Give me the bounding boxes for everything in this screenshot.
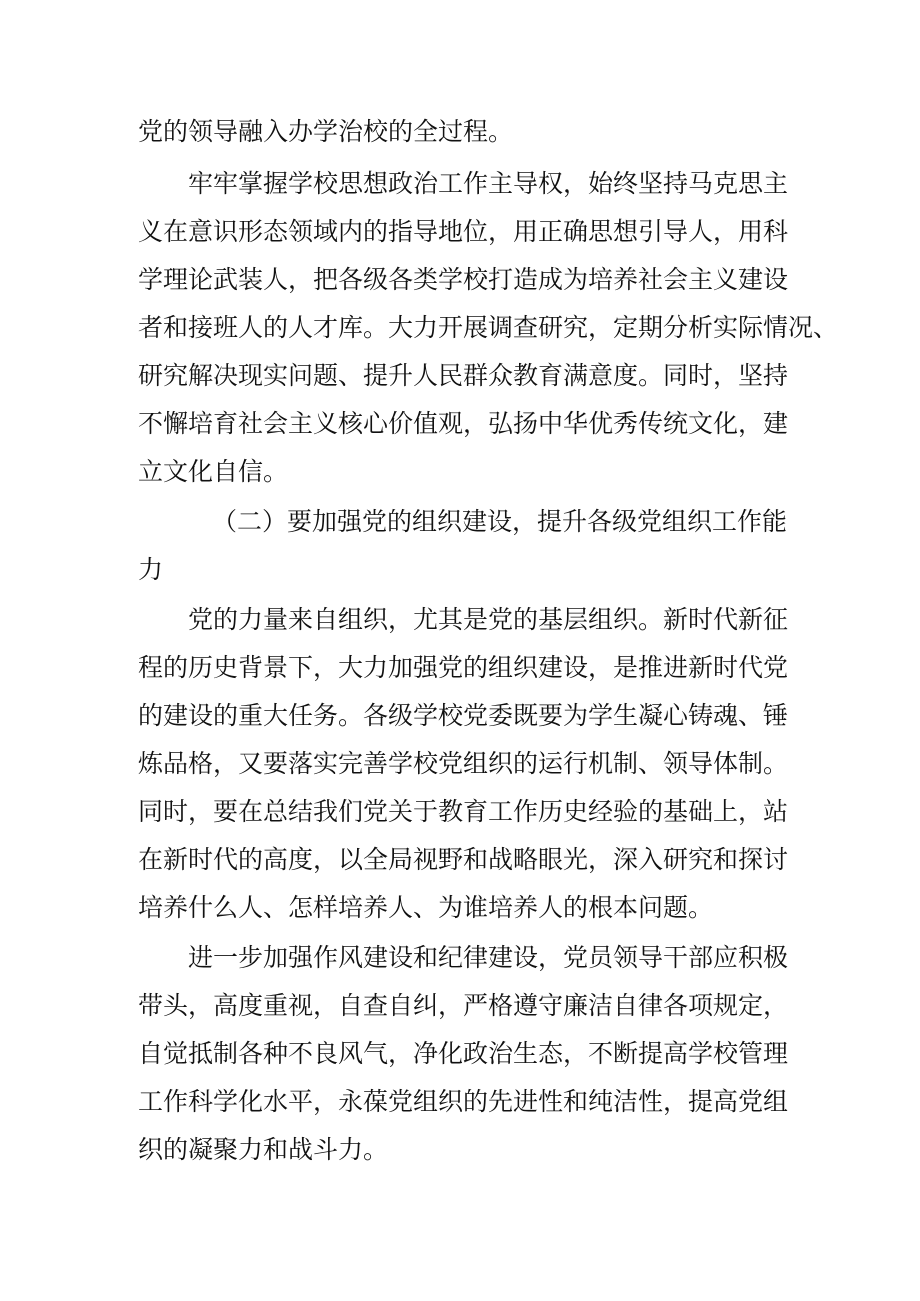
paragraph-line: 工作科学化水平，永葆党组织的先进性和纯洁性，提高党组 (138, 1087, 789, 1116)
paragraph-line: 者和接班人的人才库。大力开展调查研究，定期分析实际情况、 (138, 313, 839, 342)
paragraph-line: 程的历史背景下，大力加强党的组织建设，是推进新时代党 (138, 653, 789, 682)
paragraph-line: 党的领导融入办学治校的全过程。 (138, 117, 514, 146)
paragraph-line: 研究解决现实问题、提升人民群众教育满意度。同时，坚持 (138, 361, 789, 390)
section-heading-line: 力 (138, 555, 164, 584)
paragraph-line: 同时，要在总结我们党关于教育工作历史经验的基础上，站 (138, 797, 789, 826)
paragraph-line: 党的力量来自组织，尤其是党的基层组织。新时代新征 (188, 605, 789, 634)
paragraph-line: 义在意识形态领域内的指导地位，用正确思想引导人，用科 (138, 217, 789, 246)
section-heading-line: （二）要加强党的组织建设，提升各级党组织工作能 (212, 507, 788, 536)
paragraph-line: 织的凝聚力和战斗力。 (138, 1135, 389, 1164)
paragraph-line: 不懈培育社会主义核心价值观，弘扬中华优秀传统文化，建 (138, 409, 789, 438)
paragraph-line: 炼品格，又要落实完善学校党组织的运行机制、领导体制。 (138, 749, 789, 778)
paragraph-line: 在新时代的高度，以全局视野和战略眼光，深入研究和探讨 (138, 845, 789, 874)
paragraph-line: 带头，高度重视，自查自纠，严格遵守廉洁自律各项规定， (138, 991, 789, 1020)
paragraph-line: 牢牢掌握学校思想政治工作主导权，始终坚持马克思主 (188, 169, 789, 198)
paragraph-line: 培养什么人、怎样培养人、为谁培养人的根本问题。 (138, 893, 714, 922)
paragraph-line: 自觉抵制各种不良风气，净化政治生态，不断提高学校管理 (138, 1039, 789, 1068)
paragraph-line: 的建设的重大任务。各级学校党委既要为学生凝心铸魂、锤 (138, 701, 789, 730)
paragraph-line: 学理论武装人，把各级各类学校打造成为培养社会主义建设 (138, 265, 789, 294)
paragraph-line: 进一步加强作风建设和纪律建设，党员领导干部应积极 (188, 943, 789, 972)
paragraph-line: 立文化自信。 (138, 457, 289, 486)
